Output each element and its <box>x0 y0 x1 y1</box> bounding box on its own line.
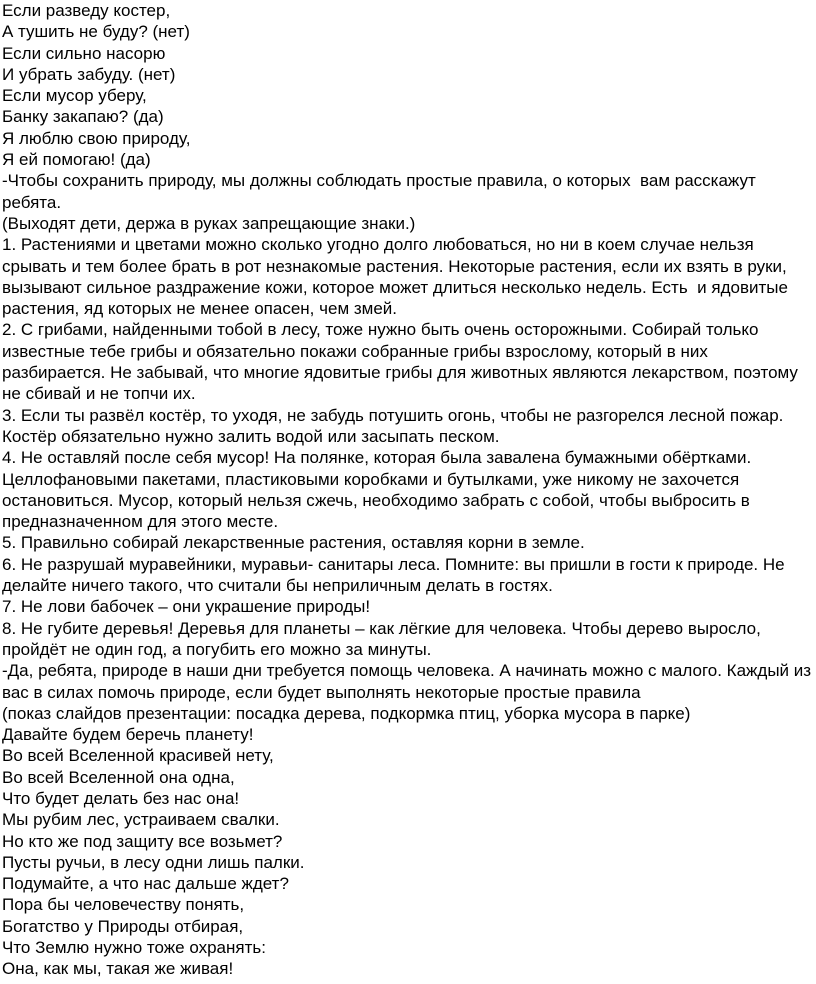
final-poem-line: Во всей Вселенной она одна, <box>2 767 235 787</box>
final-poem-line: Давайте будем беречь планету! <box>2 725 254 745</box>
poem-line: Если сильно насорю <box>2 43 166 63</box>
final-poem-line: Богатство у Природы отбирая, <box>2 916 244 936</box>
poem-line: Я ей помогаю! (да) <box>2 150 151 170</box>
rule-item-3: 3. Если ты развёл костёр, то уходя, не забудь потушить огонь, чтобы не разгорелся лесной пожар. Костёр обязательно нужно залить водой или засыпать песком. <box>2 405 789 446</box>
slides-note: (показ слайдов презентации: посадка дерева, подкормка птиц, уборка мусора в парке) <box>2 703 691 723</box>
final-poem-line: Подумайте, а что нас дальше ждет? <box>2 874 289 894</box>
final-poem-line: Она, как мы, такая же живая! <box>2 959 234 979</box>
poem-line: Банку закапаю? (да) <box>2 107 164 127</box>
poem-line: Если разведу костер, <box>2 1 171 20</box>
poem-line: Если мусор уберу, <box>2 86 147 106</box>
poem-line: Я люблю свою природу, <box>2 128 191 148</box>
rule-item-1: 1. Растениями и цветами можно сколько угодно долго любоваться, но ни в коем случае нельзя срывать и тем более брать в рот незнакомые растения. Некоторые растения, если их взять в руки, вызывают сильное раздражение кожи, которое может длиться несколько недель. Есть и ядовитые растения, яд которых не менее опасен, чем змей. <box>2 235 793 319</box>
rule-item-2: 2. С грибами, найденными тобой в лесу, тоже нужно быть очень осторожными. Собирай только известные тебе грибы и обязательно покажи собранные грибы взрослому, который в них разбирается. Не забывай, что многие ядовитые грибы для животных являются лекарством, поэтому не сбивай и не топчи их. <box>2 320 803 404</box>
poem-line: А тушить не буду? (нет) <box>2 22 190 42</box>
rule-item-6: 6. Не разрушай муравейники, муравьи- санитары леса. Помните: вы пришли в гости к природе. Не делайте ничего такого, что считали бы неприличным делать в гостях. <box>2 554 790 596</box>
final-poem-line: Что будет делать без нас она! <box>2 788 240 808</box>
rule-item-5: 5. Правильно собирай лекарственные растения, оставляя корни в земле. <box>2 533 585 553</box>
final-poem-line: Пусты ручьи, в лесу одни лишь палки. <box>2 852 305 872</box>
final-poem-line: Во всей Вселенной красивей нету, <box>2 746 274 766</box>
closing-paragraph: -Да, ребята, природе в наши дни требуется помощь человека. А начинать можно с малого. Каждый из вас в силах помочь природе, если будет выполнять некоторые простые правила <box>2 661 816 702</box>
rule-item-7: 7. Не лови бабочек – они украшение природы! <box>2 597 371 617</box>
rule-item-8: 8. Не губите деревья! Деревья для планеты – как лёгкие для человека. Чтобы дерево выросло, пройдёт не один год, а погубить его можно за минуты. <box>2 618 766 659</box>
final-poem-line: Пора бы человечеству понять, <box>2 895 245 915</box>
stage-direction: (Выходят дети, держа в руках запрещающие знаки.) <box>2 213 416 233</box>
final-poem-line: Мы рубим лес, устраиваем свалки. <box>2 810 280 830</box>
final-poem-line: Что Землю нужно тоже охранять: <box>2 938 266 958</box>
poem-line: И убрать забуду. (нет) <box>2 64 176 84</box>
final-poem-line: Но кто же под защиту все возьмет? <box>2 831 283 851</box>
rule-item-4: 4. Не оставляй после себя мусор! На полянке, которая была завалена бумажными обёртками. Целлофановыми пакетами, пластиковыми коробками и бутылками, уже никому не захочется остановиться. Мусор, который нельзя сжечь, необходимо забрать с собой, чтобы выбросить в предназначенном для этого месте. <box>2 448 756 532</box>
intro-paragraph: -Чтобы сохранить природу, мы должны соблюдать простые правила, о которых вам расскажут ребята. <box>2 171 761 212</box>
document-body <box>2 0 814 980</box>
